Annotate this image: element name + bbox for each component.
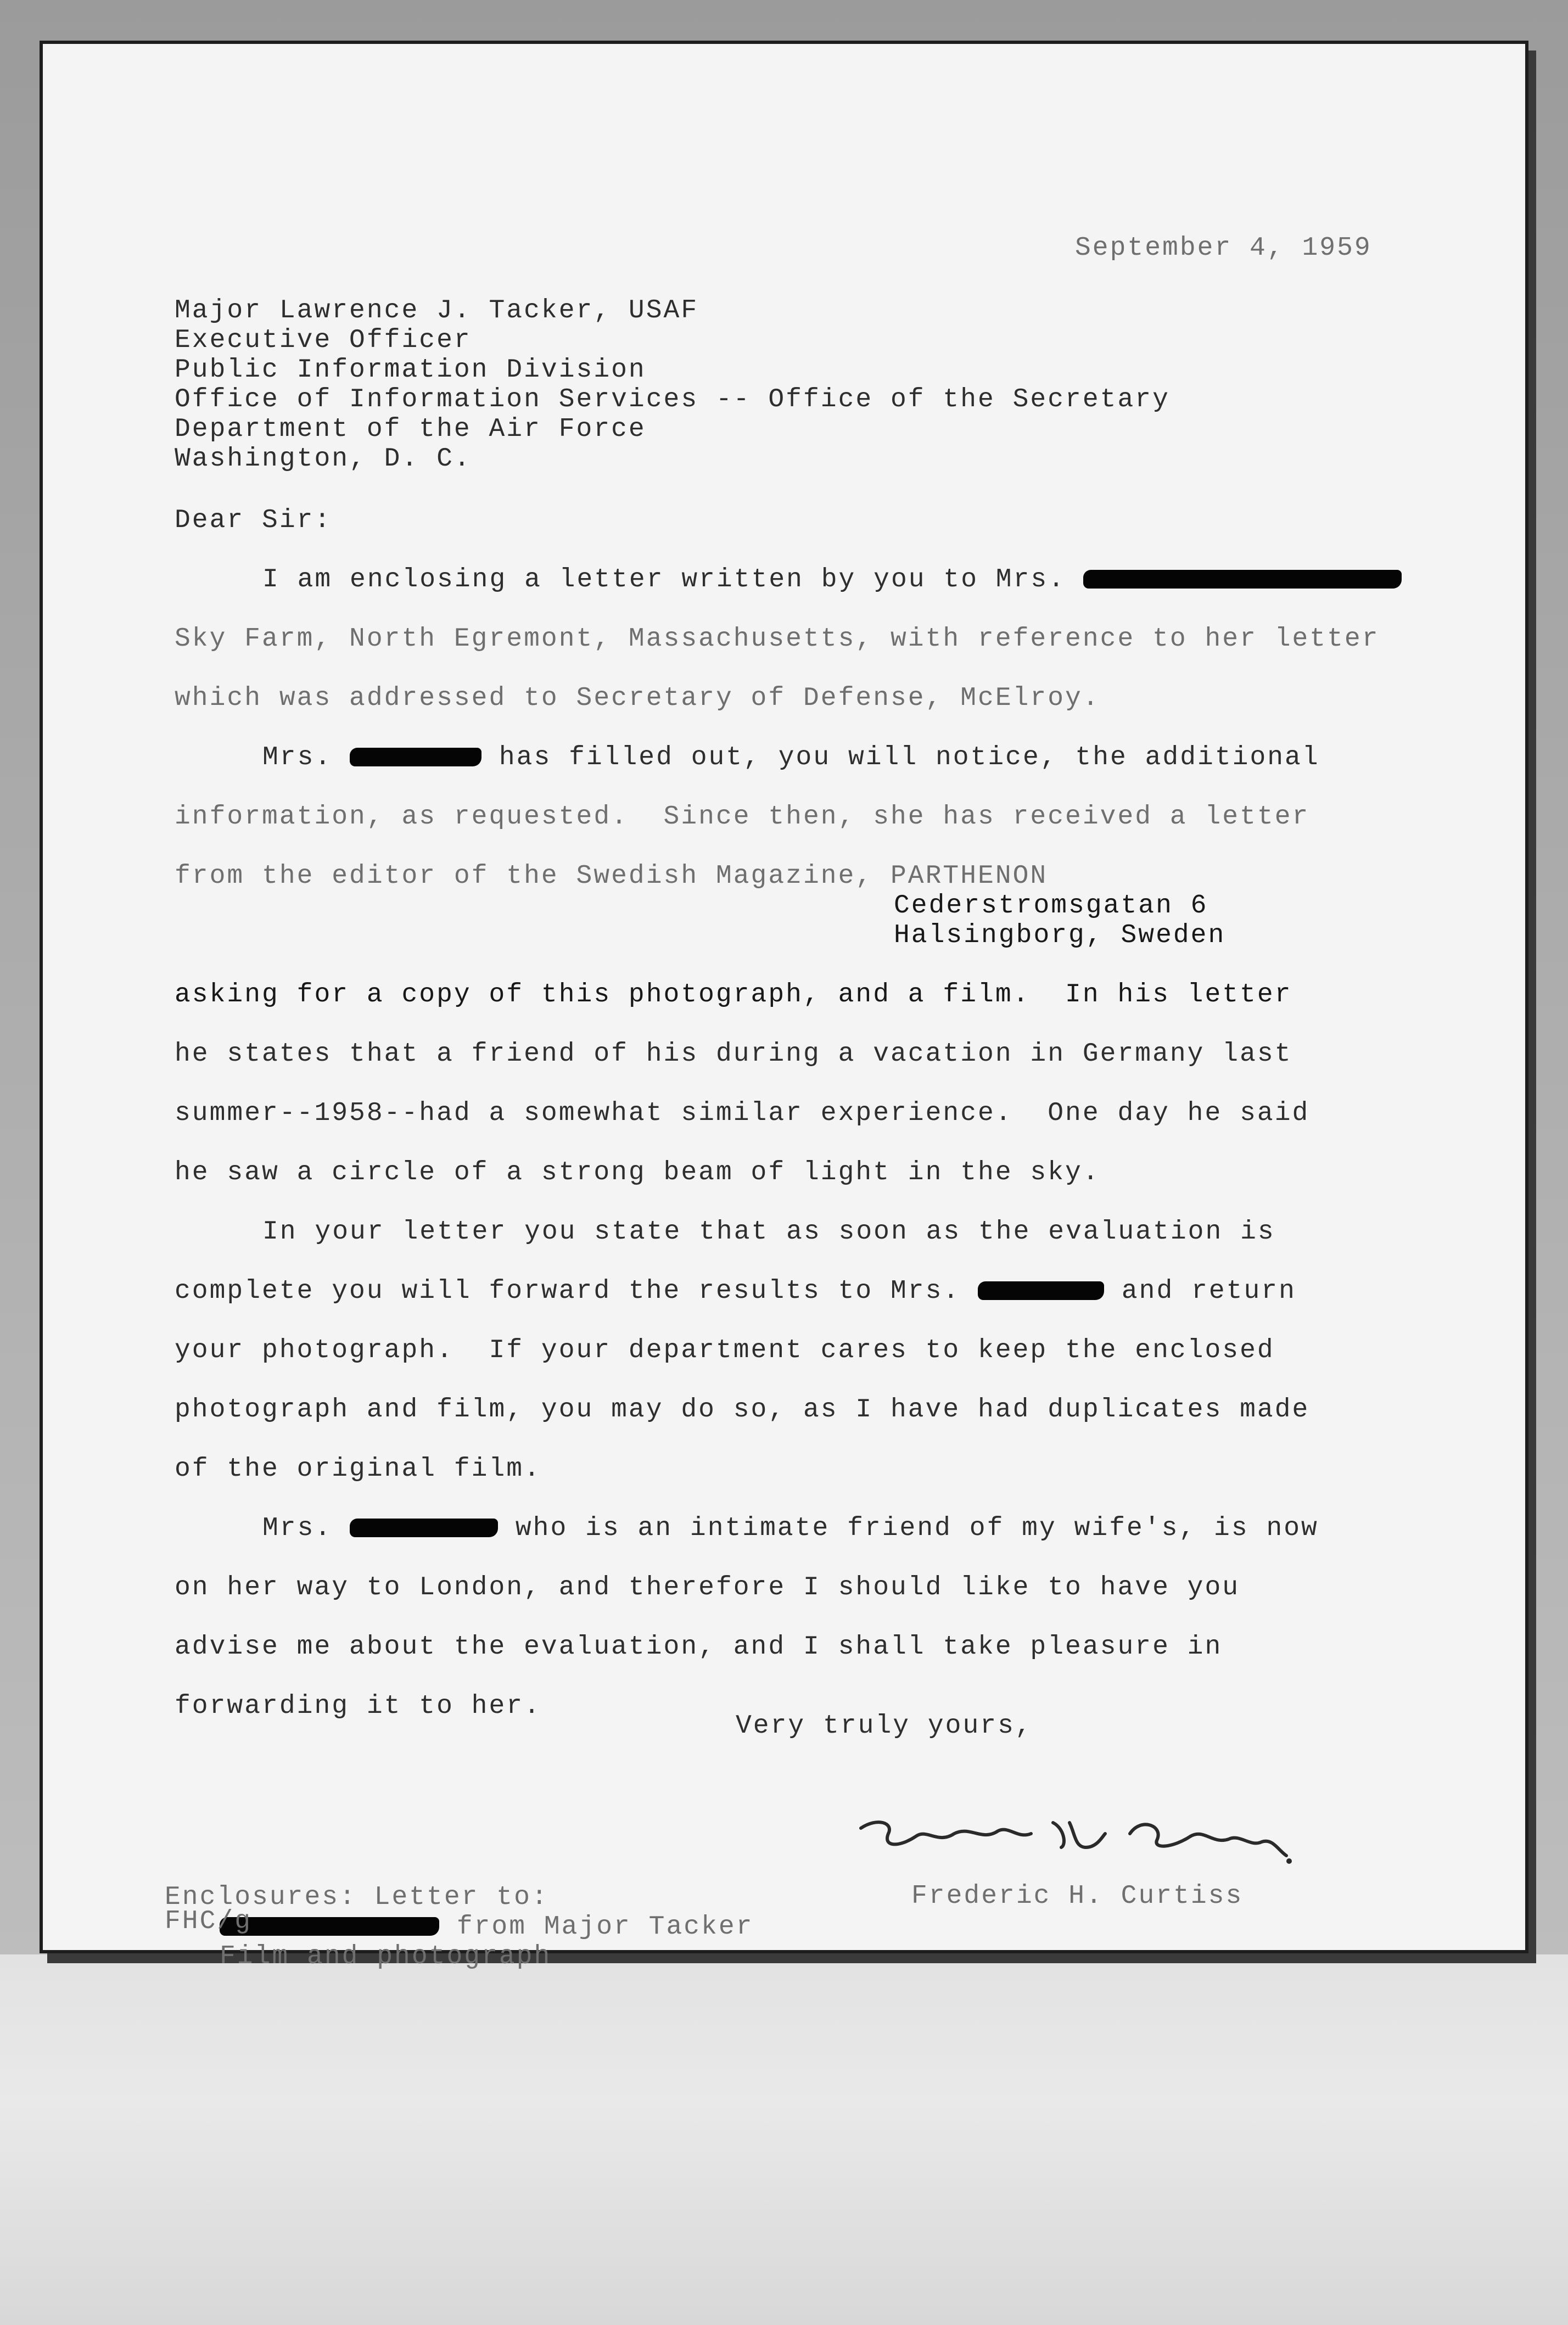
body-text: and return <box>1121 1276 1296 1306</box>
handwritten-signature <box>844 1795 1306 1872</box>
body-line <box>262 744 1320 771</box>
body-text: Mrs. <box>262 1514 333 1543</box>
redaction-bar <box>220 1917 439 1936</box>
body-line <box>262 1515 1319 1542</box>
body-line <box>262 567 1402 593</box>
closing: Very truly yours, <box>736 1711 1033 1741</box>
recipient-city: Washington, D. C. <box>175 444 472 474</box>
recipient-name: Major Lawrence J. Tacker, USAF <box>175 296 699 326</box>
body-text: complete you will forward the results to Mrs. <box>175 1276 961 1306</box>
salutation: Dear Sir: <box>175 506 332 535</box>
body-text: Mrs. <box>262 743 333 772</box>
body-line: he states that a friend of his during a vacation in Germany last <box>175 1039 1292 1069</box>
recipient-division: Public Information Division <box>175 355 646 385</box>
body-line: Sky Farm, North Egremont, Massachusetts, with reference to her letter <box>175 624 1380 654</box>
redaction-bar <box>1083 570 1402 589</box>
enclosures-label: Enclosures: Letter to: <box>165 1883 549 1912</box>
enclosure-line <box>220 1914 754 1940</box>
enclosure-line: Film and photograph <box>220 1942 552 1971</box>
magazine-address-street: Cederstromsgatan 6 <box>894 891 1208 921</box>
body-line: of the original film. <box>175 1454 541 1484</box>
recipient-title: Executive Officer <box>175 326 472 355</box>
body-line: information, as requested. Since then, she has received a letter <box>175 802 1310 832</box>
body-line <box>175 1278 1296 1304</box>
redaction-bar <box>350 748 481 766</box>
body-line: In your letter you state that as soon as the evaluation is <box>262 1217 1275 1247</box>
signer-name: Frederic H. Curtiss <box>911 1881 1244 1911</box>
redaction-bar <box>350 1519 498 1537</box>
recipient-office: Office of Information Services -- Office of the Secretary <box>175 385 1170 414</box>
body-line: he saw a circle of a strong beam of light in the sky. <box>175 1158 1100 1187</box>
body-line: asking for a copy of this photograph, and a film. In his letter <box>175 980 1292 1010</box>
magazine-address-city: Halsingborg, Sweden <box>894 921 1226 950</box>
body-text: has filled out, you will notice, the additional <box>499 743 1320 772</box>
body-line: which was addressed to Secretary of Defense, McElroy. <box>175 684 1100 713</box>
typist-initials: FHC/g <box>165 1907 253 1936</box>
body-line: photograph and film, you may do so, as I have had duplicates made <box>175 1395 1310 1425</box>
letter-page <box>43 44 1525 1971</box>
body-line: advise me about the evaluation, and I shall take pleasure in <box>175 1632 1223 1662</box>
letter-date: September 4, 1959 <box>1075 233 1372 263</box>
body-line: forwarding it to her. <box>175 1691 541 1721</box>
body-line: your photograph. If your department cares to keep the enclosed <box>175 1336 1275 1365</box>
body-line: on her way to London, and therefore I should like to have you <box>175 1573 1240 1603</box>
redaction-bar <box>978 1281 1104 1300</box>
body-line: from the editor of the Swedish Magazine, PARTHENON <box>175 861 1048 891</box>
body-text: I am enclosing a letter written by you to Mrs. <box>262 565 1066 595</box>
body-line: summer--1958--had a somewhat similar experience. One day he said <box>175 1099 1310 1128</box>
enclosure-text: from Major Tacker <box>456 1912 754 1942</box>
body-text: who is an intimate friend of my wife's, is now <box>515 1514 1319 1543</box>
recipient-department: Department of the Air Force <box>175 414 646 444</box>
film-margin <box>0 1954 1568 2325</box>
